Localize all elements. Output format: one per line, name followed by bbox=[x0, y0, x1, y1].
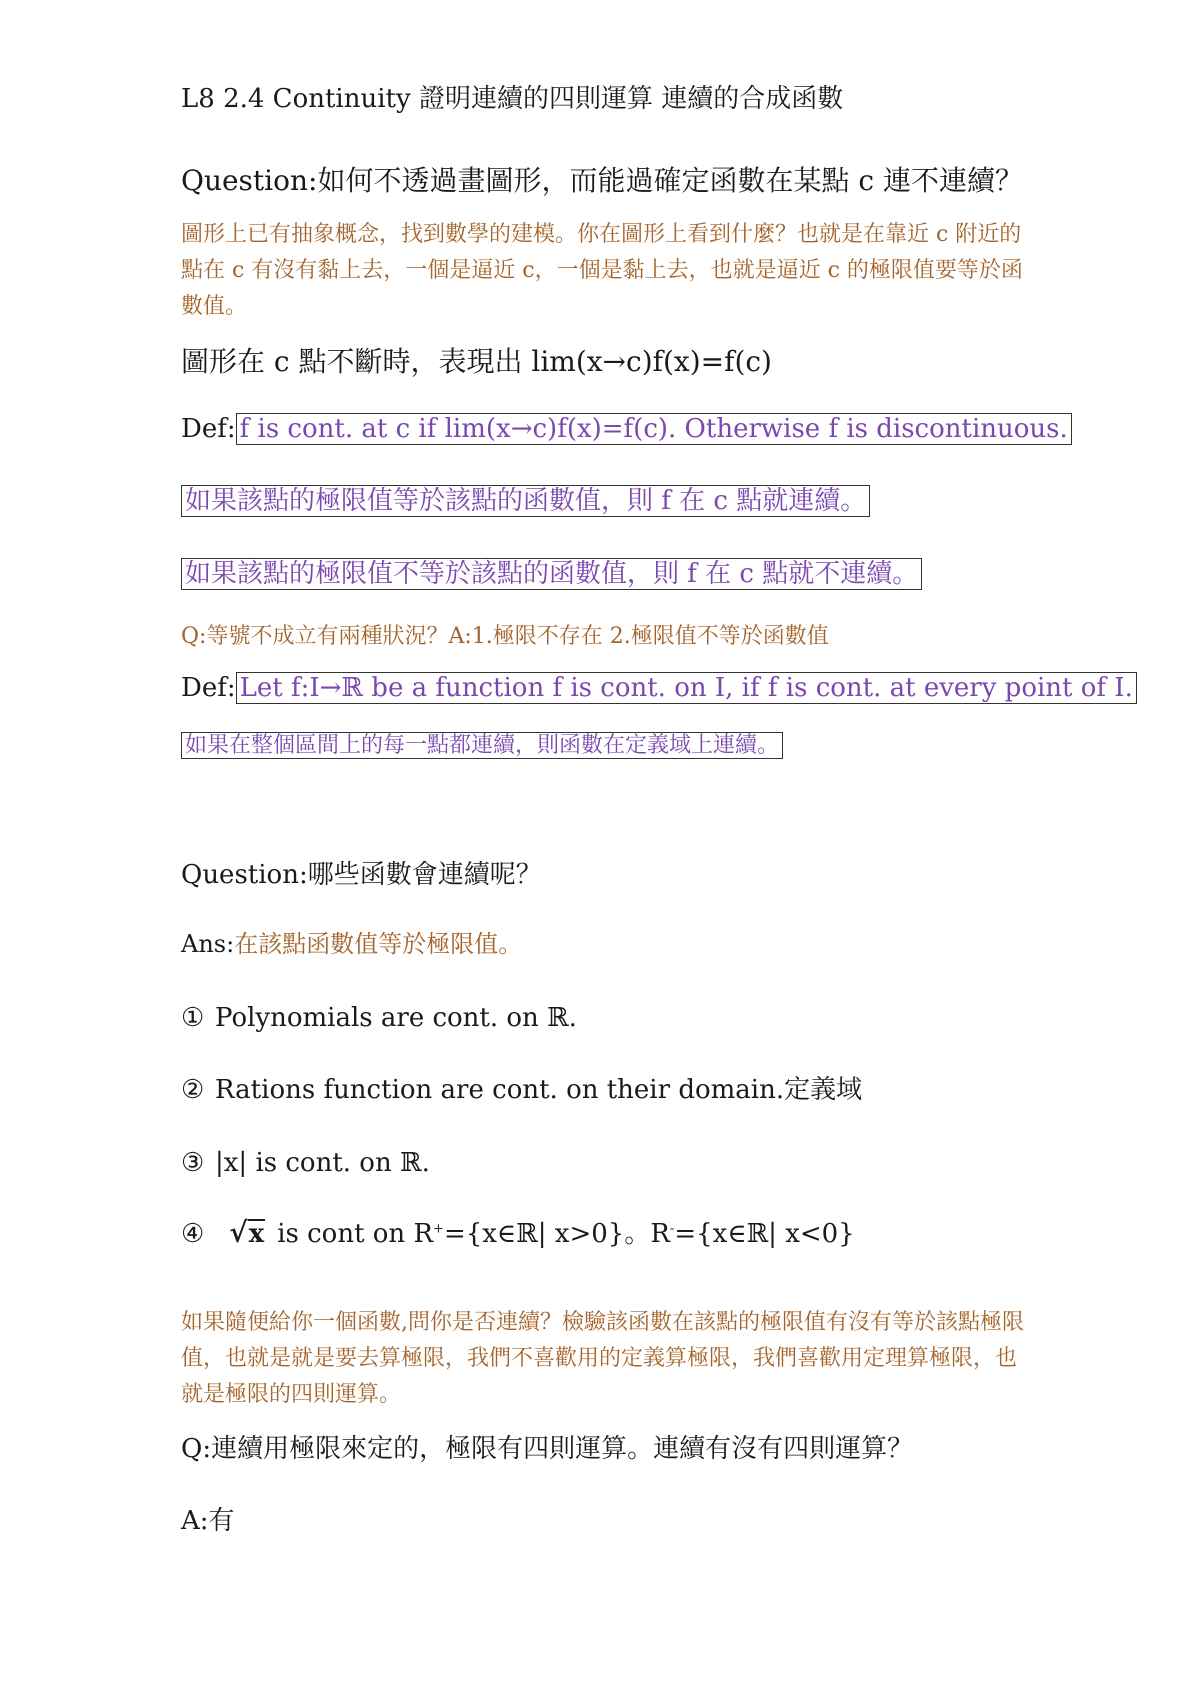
question-3: Q:連續用極限來定的，極限有四則運算。連續有沒有四則運算？ bbox=[181, 1434, 914, 1464]
discontinuous-box: 如果該點的極限值不等於該點的函數值，則 f 在 c 點就不連續。 bbox=[181, 558, 922, 590]
item-number: ② bbox=[181, 1075, 205, 1105]
answer-text: 在該點函數值等於極限值。 bbox=[234, 930, 523, 958]
boxed-continuous-statement bbox=[181, 486, 870, 517]
note-graph-concept: 圖形上已有抽象概念，找到數學的建模。你在圖形上看到什麼？也就是在靠近 c 附近的點在 c 有沒有黏上去，一個是逼近 c，一個是黏上去，也就是逼近 c 的極限值要等於函數值。 bbox=[181, 222, 1023, 319]
superscript-minus: - bbox=[669, 1221, 675, 1237]
def-interval-box: Let f:I→ℝ be a function f is cont. on I, if f is cont. at every point of I. bbox=[236, 672, 1137, 704]
item-text: Polynomials are cont. on ℝ. bbox=[215, 1003, 577, 1033]
item-text-c: ={x∈ℝ| x<0} bbox=[674, 1219, 855, 1249]
definition-continuity-on-interval bbox=[181, 673, 1137, 704]
list-item bbox=[181, 1003, 577, 1034]
answer-3: A:有 bbox=[181, 1506, 235, 1536]
def-prefix: Def: bbox=[181, 673, 236, 703]
list-item-sqrt bbox=[181, 1216, 855, 1250]
continuous-box: 如果該點的極限值等於該點的函數值，則 f 在 c 點就連續。 bbox=[181, 485, 870, 517]
question-1: Question:如何不透過畫圖形，而能過確定函數在某點 c 連不連續？ bbox=[181, 164, 1023, 197]
question-2: Question:哪些函數會連續呢？ bbox=[181, 860, 542, 890]
boxed-interval-statement bbox=[181, 733, 783, 759]
item-number: ④ bbox=[181, 1219, 205, 1249]
item-text-a: is cont on R bbox=[277, 1219, 434, 1249]
interval-box: 如果在整個區間上的每一點都連續，則函數在定義域上連續。 bbox=[181, 732, 783, 759]
item-text: Rations function are cont. on their domain.定義域 bbox=[215, 1075, 863, 1105]
list-item bbox=[181, 1075, 862, 1106]
sqrt-x-expression bbox=[229, 1216, 265, 1249]
sqrt-symbol: √ bbox=[229, 1216, 248, 1249]
def-prefix: Def: bbox=[181, 414, 236, 444]
item-text-b: ={x∈ℝ| x>0}。R bbox=[443, 1219, 670, 1249]
def-continuity-box: f is cont. at c if lim(x→c)f(x)=f(c). Otherwise f is discontinuous. bbox=[236, 413, 1072, 445]
answer-prefix: Ans: bbox=[181, 930, 235, 958]
page-title: L8 2.4 Continuity 證明連續的四則運算 連續的合成函數 bbox=[181, 84, 844, 114]
item-text: |x| is cont. on ℝ. bbox=[215, 1148, 430, 1178]
note-limit-arithmetic: 如果隨便給你一個函數,問你是否連續？檢驗該函數在該點的極限值有沒有等於該點極限值，也就是就是要去算極限，我們不喜歡用的定義算極限，我們喜歡用定理算極限，也就是極限的四則運算。 bbox=[181, 1310, 1024, 1407]
superscript-plus: + bbox=[433, 1221, 444, 1237]
item-number: ③ bbox=[181, 1148, 205, 1178]
answer-line bbox=[181, 930, 522, 959]
sqrt-argument: x bbox=[248, 1219, 265, 1249]
question-two-cases: Q:等號不成立有兩種狀況？A:1.極限不存在 2.極限值不等於函數值 bbox=[181, 624, 829, 649]
list-item bbox=[181, 1148, 430, 1179]
boxed-discontinuous-statement bbox=[181, 559, 922, 590]
definition-continuity-at-point bbox=[181, 414, 1072, 445]
item-number: ① bbox=[181, 1003, 205, 1033]
graph-limit-statement: 圖形在 c 點不斷時，表現出 lim(x→c)f(x)=f(c) bbox=[181, 345, 772, 378]
